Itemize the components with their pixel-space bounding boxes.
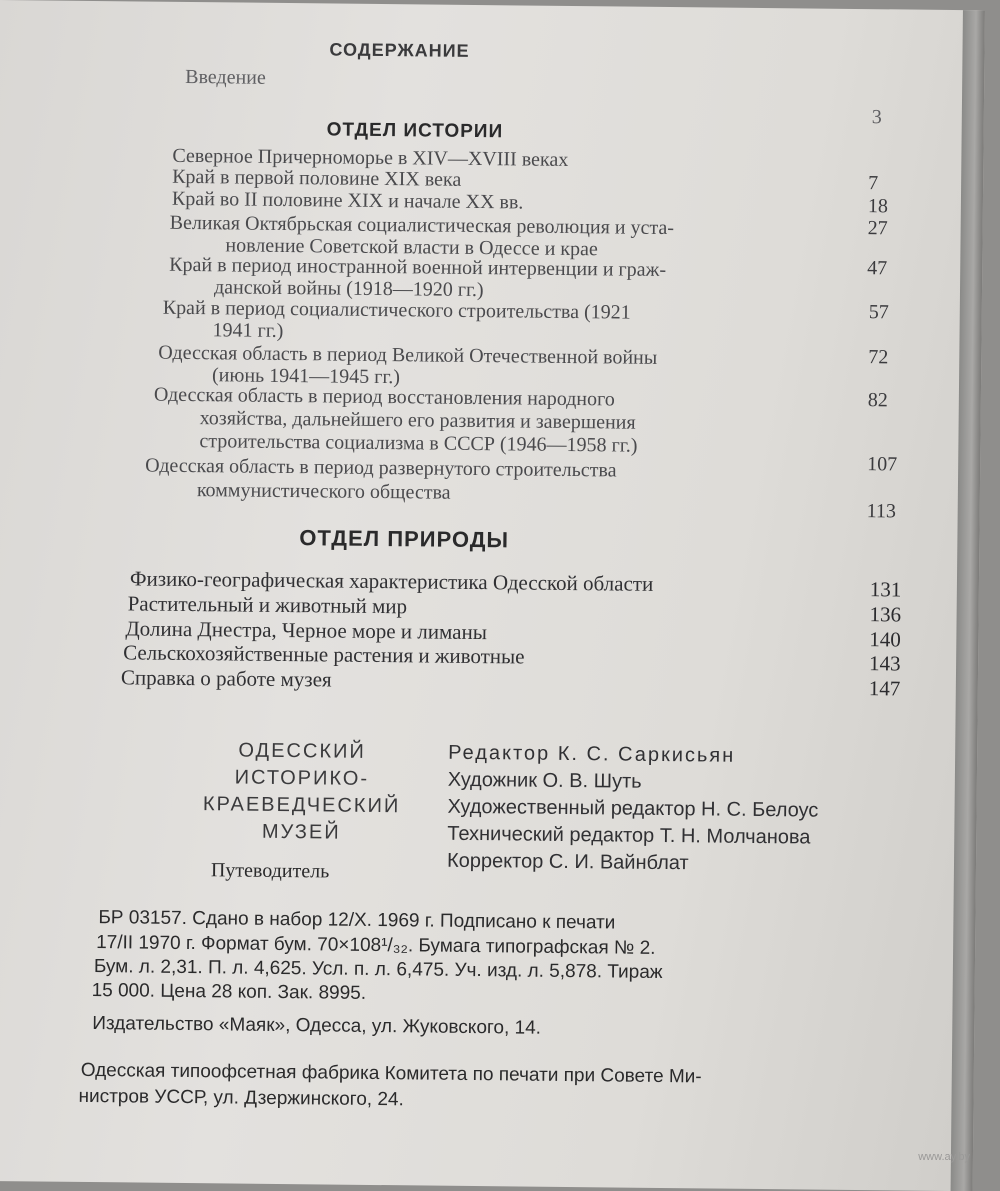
imprint-line: 17/II 1970 г. Формат бум. 70×108¹/₃₂. Бумага типографская № 2. bbox=[96, 933, 656, 958]
imprint-line: 15 000. Цена 28 коп. Зак. 8995. bbox=[92, 981, 367, 1003]
book-title-line: КРАЕВЕДЧЕСКИЙ bbox=[171, 794, 431, 817]
toc-entry-page: 140 bbox=[869, 627, 901, 652]
toc-entry-page: 107 bbox=[867, 453, 897, 476]
credit-line: Художественный редактор Н. С. Белоус bbox=[447, 797, 818, 821]
toc-entry-line: Физико-географическая характеристика Одесской области bbox=[130, 566, 654, 596]
book-title bbox=[0, 0, 985, 10]
credit-line: Редактор К. С. Саркисьян bbox=[448, 743, 735, 766]
toc-entry-line: Край в первой половине XIX века bbox=[172, 166, 461, 192]
toc-entry-line: Справка о работе музея bbox=[121, 665, 332, 692]
toc-entry-line: 1941 гг.) bbox=[212, 319, 283, 343]
toc-entry-page: 82 bbox=[868, 389, 888, 412]
toc-entry-page: 143 bbox=[869, 651, 901, 676]
publisher-line: Издательство «Маяк», Одесса, ул. Жуковского, 14. bbox=[92, 1014, 541, 1038]
toc-entry-page: 7 bbox=[868, 172, 878, 195]
contents-title: СОДЕРЖАНИЕ bbox=[329, 40, 469, 59]
toc-entry-line: Северное Причерноморье в XIV—XVIII веках bbox=[172, 145, 568, 172]
toc-entry-line: Одесская область в период Великой Отечественной войны bbox=[158, 342, 657, 370]
toc-entry-line: Великая Октябрьская социалистическая революция и уста- bbox=[170, 212, 675, 240]
toc-entry-line: новление Советской власти в Одессе и крае bbox=[225, 234, 598, 261]
toc-entry-line: Растительный и животный мир bbox=[128, 591, 408, 619]
toc-entry-page: 27 bbox=[868, 217, 888, 240]
toc-entry-line: (июнь 1941—1945 гг.) bbox=[212, 364, 400, 389]
toc-entry-line: Край во II половине XIX и начале XX вв. bbox=[172, 188, 524, 215]
toc-entry-line: строительства социализма в СССР (1946—1958 гг.) bbox=[199, 430, 637, 458]
toc-entry-line: коммунистического общества bbox=[197, 479, 451, 505]
intro-label: Введение bbox=[185, 67, 266, 88]
toc-entry-page: 47 bbox=[867, 257, 887, 280]
toc-entry-line: Одесская область в период развернутого строительства bbox=[145, 455, 617, 483]
toc-entry-page: 72 bbox=[868, 346, 888, 369]
toc-entry-page: 57 bbox=[869, 301, 889, 324]
toc-entry-line: хозяйства, дальнейшего его развития и завершения bbox=[200, 407, 636, 435]
toc-entry-page: 131 bbox=[870, 577, 902, 602]
credit-line: Технический редактор Т. Н. Молчанова bbox=[447, 824, 810, 848]
book-title-line: ОДЕССКИЙ bbox=[172, 740, 432, 763]
toc-entry-line: Край в период социалистического строительства (1921 bbox=[163, 297, 631, 325]
toc-entry-page: 147 bbox=[869, 676, 901, 701]
toc-entry-page: 113 bbox=[867, 500, 897, 523]
imprint-block bbox=[0, 0, 985, 10]
imprint-line: БР 03157. Сдано в набор 12/X. 1969 г. Подписано к печати bbox=[98, 908, 615, 932]
credits-block bbox=[0, 0, 985, 10]
book-title-line: МУЗЕЙ bbox=[171, 821, 431, 844]
watermark: www.ay.by bbox=[918, 1151, 970, 1163]
toc-entry-line: Край в период иностранной военной интервенции и граж- bbox=[169, 254, 666, 282]
nature-heading: ОТДЕЛ ПРИРОДЫ bbox=[299, 527, 509, 551]
credit-line: Художник О. В. Шуть bbox=[448, 770, 642, 792]
printer-line: нистров УССР, ул. Дзержинского, 24. bbox=[78, 1087, 403, 1109]
printer-line: Одесская типоофсетная фабрика Комитета по печати при Совете Ми- bbox=[81, 1061, 702, 1087]
book-subtitle: Путеводитель bbox=[211, 860, 330, 881]
toc-entry-line: данской войны (1918—1920 гг.) bbox=[214, 276, 484, 302]
toc-entry-line: Сельскохозяйственные растения и животные bbox=[123, 640, 525, 669]
toc-entry-line: Долина Днестра, Черное море и лиманы bbox=[125, 616, 487, 645]
page-edge bbox=[951, 10, 985, 1191]
imprint-line: Бум. л. 2,31. П. л. 4,625. Усл. п. л. 6,475. Уч. изд. л. 5,878. Тираж bbox=[94, 957, 663, 982]
credit-line: Корректор С. И. Вайнблат bbox=[447, 851, 689, 874]
book-title-line: ИСТОРИКО- bbox=[172, 767, 432, 790]
nature-entries bbox=[0, 0, 985, 10]
toc-entry-page: 136 bbox=[869, 602, 901, 627]
intro-page: 3 bbox=[872, 107, 882, 127]
printer-block bbox=[0, 0, 985, 10]
history-heading: ОТДЕЛ ИСТОРИИ bbox=[327, 120, 504, 141]
toc-entry-page: 18 bbox=[868, 195, 888, 218]
history-entries bbox=[0, 0, 985, 10]
toc-entry-line: Одесская область в период восстановления народного bbox=[154, 384, 615, 412]
